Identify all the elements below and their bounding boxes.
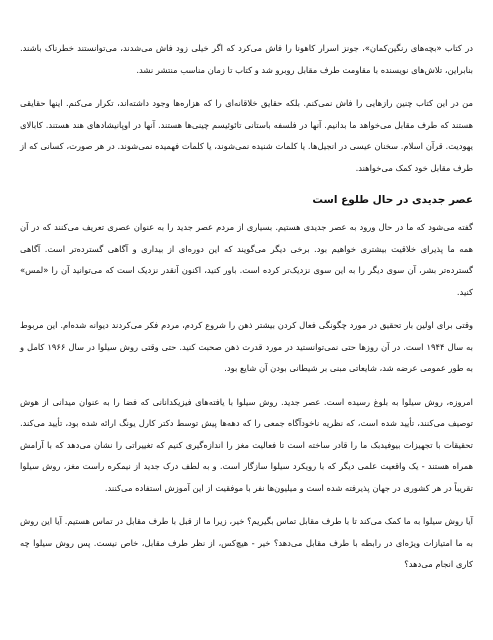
- paragraph-6: آیا روش سیلوا به ما کمک می‌کند تا با طرف مقابل تماس بگیریم؟ خیر، زیرا ما از قبل با طرف مقابل در تماس هستیم. آیا این روش به ما امتیازات ویژه‌ای در رابطه با طرف مقابل می‌دهد؟ خیر - هیچ‌کس، از نظر طرف مقابل، خاص نیست. پس روش سیلوا چه کاری انجام می‌دهد؟: [20, 516, 473, 569]
- section-heading: عصر جدیدی در حال طلوع است: [312, 194, 473, 206]
- paragraph-2: من در این کتاب چنین رازهایی را فاش نمی‌کنم. بلکه حقایق خلاقانه‌ای را که هزاره‌ها وجود داشته‌اند، تکرار می‌کنم. اینها حقایقی هستند که طرف مقابل می‌خواهد ما بدانیم. آنها در فلسفه باستانی تائوئیسم چینی‌ها هستند. آنها در اوپانیشادهای هند هستند. کابالای یهودیت. قرآن اسلام. سخنان عیسی در انجیل‌ها. یا کلمات شنیده نمی‌شوند، یا کلمات فهمیده نمی‌شوند. در هر صورت، کسانی که از طرف مقابل خود کمک می‌خواهند.: [20, 98, 473, 173]
- document-body: [20, 38, 473, 588]
- paragraph-5: امروزه، روش سیلوا به بلوغ رسیده است. عصر جدید. روش سیلوا با یافته‌های فیزیکدانانی که فضا را به عنوان میدانی از هوش توصیف می‌کنند، تأیید شده است، که نظریه ناخودآگاه جمعی را که دهه‌ها پیش توسط دکتر کارل یونگ ارائه شده بود، تأیید می‌کند. تحقیقات با تجهیزات بیوفیدبک ما را قادر ساخته است تا فعالیت مغز را اندازه‌گیری کنیم که تغییراتی را نشان می‌دهد که با آرامش همراه هستند - یک واقعیت علمی دیگر که با رویکرد سیلوا سازگار است. و به لطف درک جدید از نیمکره راست مغز، روش سیلوا تقریباً در هر کشوری در جهان پذیرفته شده است و میلیون‌ها نفر با موفقیت از این آموزش استفاده می‌کنند.: [20, 396, 473, 493]
- paragraph-4: وقتی برای اولین بار تحقیق در مورد چگونگی فعال کردن بیشتر ذهن را شروع کردم، مردم فکر می‌کردند دیوانه شده‌ام. این مربوط به سال ۱۹۴۴ است. در آن روزها حتی نمی‌توانستید در مورد قدرت ذهن صحبت کنید. حتی وقتی روش سیلوا در سال ۱۹۶۶ کامل و به طور عمومی عرضه شد، شایعاتی مبنی بر شیطانی بودن آن شایع بود.: [20, 320, 473, 373]
- paragraph-1: در کتاب «بچه‌های رنگین‌کمان»، جونز اسرار کاهونا را فاش می‌کرد که اگر خیلی زود فاش می‌شدند، می‌توانستند خطرناک باشند. بنابراین، تلاش‌های نویسنده با مقاومت طرف مقابل روبرو شد و کتاب تا زمان مناسب منتشر نشد.: [20, 43, 473, 75]
- paragraph-3: گفته می‌شود که ما در حال ورود به عصر جدیدی هستیم. بسیاری از مردم عصر جدید را به عنوان عصری تعریف می‌کنند که در آن همه ما پذیرای خلاقیت بیشتری خواهیم بود. برخی دیگر می‌گویند که این دوره‌ای از بیداری و آگاهی گسترده‌تر است. آگاهی گسترده‌تر بشر، آن سوی دیگر را به این سوی نزدیک‌تر کرده است. باور کنید، اکنون آنقدر نزدیک است که می‌توانید آن را «لمس» کنید.: [20, 222, 473, 297]
